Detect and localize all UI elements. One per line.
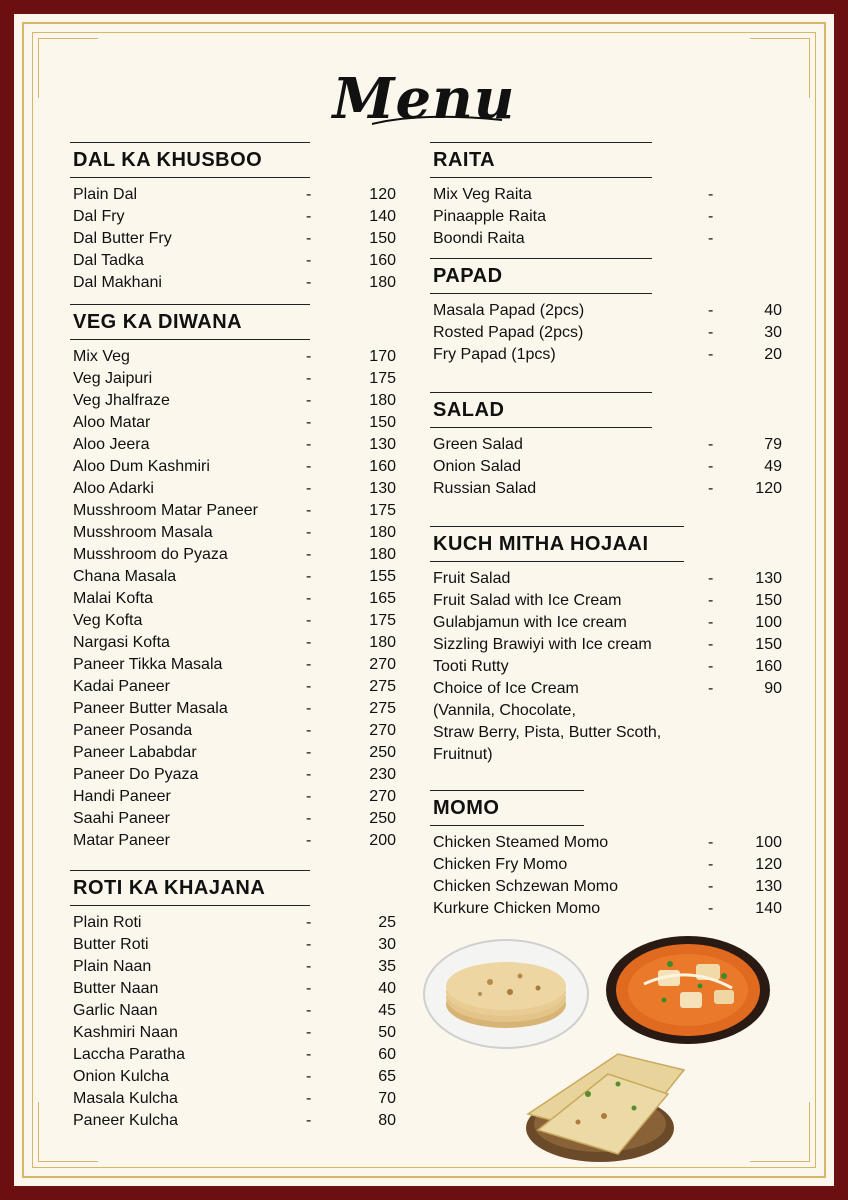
menu-item [70,610,396,632]
item-dash: - [306,1090,312,1107]
item-dash: - [306,1112,312,1129]
item-name: Chicken Steamed Momo [433,834,609,851]
item-dash: - [306,546,312,563]
item-dash: - [708,324,714,341]
menu-title: Menu [332,66,516,132]
item-dash: - [306,766,312,783]
item-name: Matar Paneer [73,832,170,849]
item-price: 65 [378,1068,396,1085]
item-price: 45 [378,1002,396,1019]
item-name: Pinaapple Raita [433,208,546,225]
item-price: 180 [369,546,396,563]
item-name: Paneer Butter Masala [73,700,228,717]
menu-item [70,566,396,588]
item-name: Paneer Posanda [73,722,193,739]
item-name: Musshroom do Pyaza [73,546,228,563]
item-name: Musshroom Masala [73,524,213,541]
item-dash: - [306,1068,312,1085]
item-dash: - [306,980,312,997]
item-note-line [430,744,684,766]
item-price: 30 [764,324,782,341]
item-price: 130 [369,436,396,453]
item-price: 49 [764,458,782,475]
item-list [430,428,782,500]
item-price: 175 [369,612,396,629]
menu-item [430,456,782,478]
section-title: ROTI KA KHAJANA [70,870,310,906]
menu-item [70,368,396,390]
item-name: Green Salad [433,436,523,453]
item-dash: - [306,274,312,291]
item-price: 275 [369,700,396,717]
menu-item [70,434,396,456]
menu-item [70,934,396,956]
item-dash: - [306,348,312,365]
item-name: Aloo Dum Kashmiri [73,458,210,475]
item-dash: - [708,614,714,631]
item-price: 175 [369,370,396,387]
menu-item [70,1066,396,1088]
section-veg [70,304,396,852]
item-dash: - [708,636,714,653]
menu-item [430,300,782,322]
menu-item [70,272,396,294]
item-dash: - [708,230,714,247]
menu-item [430,568,782,590]
menu-item [430,590,782,612]
item-name: Laccha Paratha [73,1046,186,1063]
item-name: Boondi Raita [433,230,525,247]
item-name: Plain Naan [73,958,152,975]
item-dash: - [306,810,312,827]
item-list [70,340,396,852]
item-dash: - [708,480,714,497]
item-price: 120 [755,480,782,497]
item-price: 150 [369,414,396,431]
item-name: Sizzling Brawiyi with Ice cream [433,636,652,653]
item-price: 200 [369,832,396,849]
section-dal [70,142,396,294]
section-title: VEG KA DIWANA [70,304,310,340]
item-name: Veg Jhalfraze [73,392,170,409]
item-price: 160 [369,252,396,269]
menu-item [70,632,396,654]
title-swash-ornament [362,110,512,130]
item-dash: - [306,788,312,805]
item-dash: - [306,958,312,975]
menu-item [430,876,782,898]
item-dash: - [306,700,312,717]
item-name: Musshroom Matar Paneer [73,502,258,519]
menu-item [430,898,782,920]
menu-item [430,206,714,228]
item-list [70,906,396,1132]
item-dash: - [306,568,312,585]
menu-item [70,1110,396,1132]
item-note: Fruitnut) [433,746,493,763]
item-price: 270 [369,722,396,739]
item-dash: - [306,480,312,497]
menu-item [430,612,782,634]
item-price: 70 [378,1090,396,1107]
section-raita [430,142,714,250]
item-name: Masala Kulcha [73,1090,178,1107]
section-salad [430,392,782,500]
item-dash: - [708,878,714,895]
item-name: Malai Kofta [73,590,154,607]
menu-item [70,588,396,610]
item-name: Paneer Tikka Masala [73,656,223,673]
item-dash: - [306,186,312,203]
menu-item [70,1022,396,1044]
item-dash: - [708,570,714,587]
item-name: Choice of Ice Cream [433,680,579,697]
item-name: Paneer Do Pyaza [73,766,199,783]
item-price: 35 [378,958,396,975]
item-dash: - [306,1024,312,1041]
item-name: Chana Masala [73,568,177,585]
item-price: 120 [755,856,782,873]
item-name: Aloo Adarki [73,480,154,497]
item-price: 130 [755,570,782,587]
section-momo [430,790,782,920]
item-dash: - [306,458,312,475]
menu-item [70,228,396,250]
item-price: 140 [755,900,782,917]
item-name: Masala Papad (2pcs) [433,302,585,319]
item-name: Chicken Schzewan Momo [433,878,618,895]
item-dash: - [306,678,312,695]
roti-plate-image [420,932,592,1052]
item-name: Tooti Rutty [433,658,509,675]
item-price: 40 [764,302,782,319]
item-note: Straw Berry, Pista, Butter Scoth, [433,724,662,741]
section-title: MOMO [430,790,584,826]
item-price: 90 [764,680,782,697]
menu-item [70,412,396,434]
item-name: Plain Dal [73,186,138,203]
menu-item [430,854,782,876]
item-name: Dal Fry [73,208,125,225]
item-dash: - [306,744,312,761]
item-price: 25 [378,914,396,931]
item-name: Onion Kulcha [73,1068,170,1085]
item-dash: - [306,634,312,651]
item-list [430,178,714,250]
menu-item [70,676,396,698]
naan-basket-image [508,1044,688,1164]
item-dash: - [306,612,312,629]
item-price: 100 [755,614,782,631]
item-price: 50 [378,1024,396,1041]
item-price: 150 [369,230,396,247]
menu-item [70,830,396,852]
item-dash: - [306,656,312,673]
item-price: 40 [378,980,396,997]
item-name: Fruit Salad [433,570,511,587]
item-price: 100 [755,834,782,851]
menu-item [70,720,396,742]
menu-item [70,1044,396,1066]
item-dash: - [708,834,714,851]
item-dash: - [306,590,312,607]
menu-item [70,698,396,720]
item-name: Veg Kofta [73,612,143,629]
item-name: Onion Salad [433,458,522,475]
item-price: 270 [369,656,396,673]
item-price: 180 [369,524,396,541]
item-dash: - [306,832,312,849]
item-name: Aloo Matar [73,414,151,431]
section-title: KUCH MITHA HOJAAI [430,526,684,562]
menu-item [430,322,782,344]
item-name: Dal Makhani [73,274,162,291]
item-dash: - [306,502,312,519]
item-name: Chicken Fry Momo [433,856,568,873]
menu-item [70,478,396,500]
menu-item [430,184,714,206]
item-dash: - [306,392,312,409]
item-dash: - [306,1002,312,1019]
item-name: Garlic Naan [73,1002,158,1019]
menu-page [14,14,834,1186]
item-name: Kurkure Chicken Momo [433,900,601,917]
item-dash: - [708,346,714,363]
menu-item [430,228,714,250]
item-price: 20 [764,346,782,363]
item-price: 120 [369,186,396,203]
item-price: 160 [369,458,396,475]
item-dash: - [708,458,714,475]
menu-item [70,346,396,368]
section-title: PAPAD [430,258,652,294]
menu-item [70,500,396,522]
section-title: SALAD [430,392,652,428]
section-title: RAITA [430,142,652,178]
item-dash: - [708,186,714,203]
item-name: Nargasi Kofta [73,634,170,651]
menu-item [70,456,396,478]
menu-item [70,956,396,978]
item-price: 140 [369,208,396,225]
menu-item [430,344,782,366]
item-dash: - [708,658,714,675]
menu-item [430,634,782,656]
item-price: 165 [369,590,396,607]
item-list [70,178,396,294]
item-name: Gulabjamun with Ice cream [433,614,627,631]
item-name: Butter Roti [73,936,149,953]
item-price: 80 [378,1112,396,1129]
menu-item [70,742,396,764]
item-price: 60 [378,1046,396,1063]
menu-item [70,390,396,412]
menu-item [70,808,396,830]
item-price: 150 [755,592,782,609]
item-name: Handi Paneer [73,788,171,805]
item-price: 270 [369,788,396,805]
item-dash: - [708,856,714,873]
menu-item [70,184,396,206]
item-name: Veg Jaipuri [73,370,153,387]
item-price: 170 [369,348,396,365]
menu-item [430,678,782,700]
item-dash: - [306,914,312,931]
item-name: Saahi Paneer [73,810,170,827]
item-list [430,562,782,766]
item-dash: - [708,900,714,917]
item-price: 230 [369,766,396,783]
item-name: Aloo Jeera [73,436,150,453]
menu-item [70,522,396,544]
menu-item [70,912,396,934]
item-dash: - [306,1046,312,1063]
item-price: 250 [369,744,396,761]
menu-item [70,206,396,228]
item-name: Paneer Kulcha [73,1112,178,1129]
item-name: Butter Naan [73,980,159,997]
item-price: 180 [369,634,396,651]
item-dash: - [708,680,714,697]
item-dash: - [708,592,714,609]
menu-item [430,832,782,854]
item-name: Kashmiri Naan [73,1024,178,1041]
menu-item [430,478,782,500]
section-roti [70,870,396,1132]
item-price: 275 [369,678,396,695]
item-name: Fruit Salad with Ice Cream [433,592,622,609]
item-name: Kadai Paneer [73,678,170,695]
menu-item [430,434,782,456]
item-dash: - [306,414,312,431]
section-papad [430,258,782,366]
menu-item [70,978,396,1000]
item-price: 180 [369,274,396,291]
section-mitha [430,526,782,766]
item-dash: - [306,436,312,453]
item-dash: - [708,208,714,225]
item-name: Plain Roti [73,914,142,931]
item-dash: - [306,722,312,739]
menu-item [70,1000,396,1022]
menu-item [70,1088,396,1110]
menu-item [70,250,396,272]
item-dash: - [306,370,312,387]
item-price: 160 [755,658,782,675]
item-price: 175 [369,502,396,519]
item-price: 155 [369,568,396,585]
item-dash: - [708,436,714,453]
item-list [430,826,782,920]
item-price: 30 [378,936,396,953]
item-price: 250 [369,810,396,827]
item-price: 130 [755,878,782,895]
section-title: DAL KA KHUSBOO [70,142,310,178]
item-note-line [430,700,684,722]
item-dash: - [708,302,714,319]
item-name: Fry Papad (1pcs) [433,346,556,363]
item-name: Mix Veg Raita [433,186,532,203]
item-price: 130 [369,480,396,497]
item-price: 79 [764,436,782,453]
item-price: 150 [755,636,782,653]
item-dash: - [306,936,312,953]
item-price: 180 [369,392,396,409]
paneer-curry-image [604,934,772,1046]
item-dash: - [306,208,312,225]
item-name: Paneer Lababdar [73,744,197,761]
item-dash: - [306,230,312,247]
item-name: Dal Butter Fry [73,230,172,247]
menu-item [70,764,396,786]
corner-ornament [750,1102,810,1162]
item-note-line [430,722,684,744]
menu-item [70,654,396,676]
item-name: Russian Salad [433,480,537,497]
menu-item [70,544,396,566]
menu-item [430,656,782,678]
item-list [430,294,782,366]
item-note: (Vannila, Chocolate, [433,702,576,719]
menu-item [70,786,396,808]
item-dash: - [306,252,312,269]
item-name: Dal Tadka [73,252,144,269]
item-name: Rosted Papad (2pcs) [433,324,584,341]
item-dash: - [306,524,312,541]
item-name: Mix Veg [73,348,130,365]
